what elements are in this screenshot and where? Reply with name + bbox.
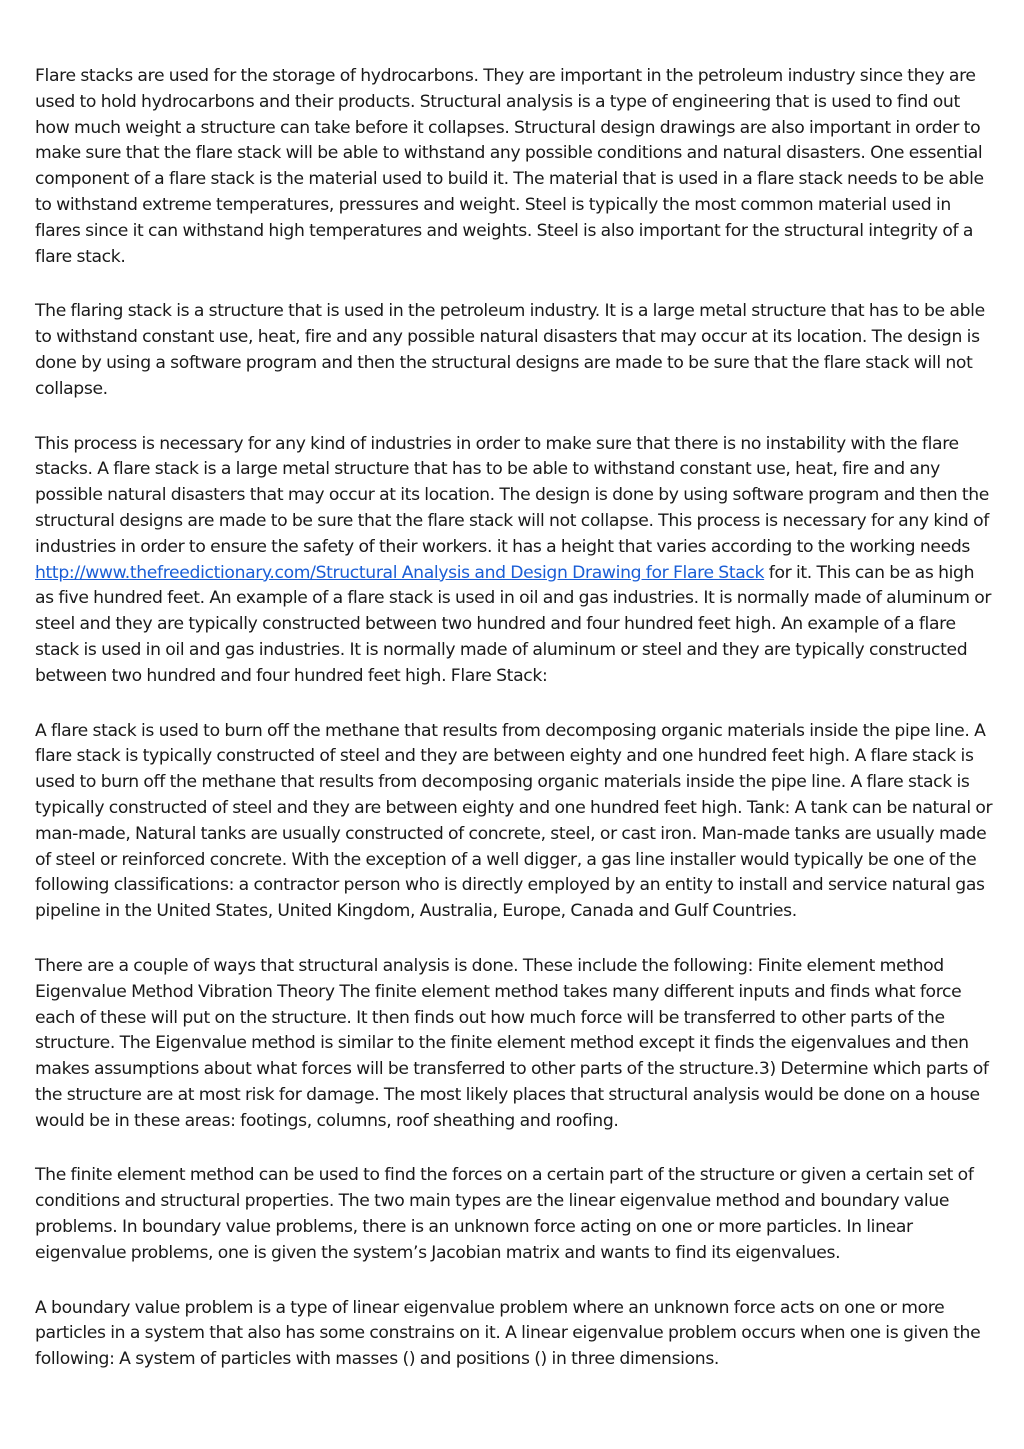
paragraph-6: The finite element method can be used to find the forces on a certain part of the structure or given a certain set of conditions and structural properties. The two main types are the linear eigenvalue method and boundary value problems. In boundary value problems, there is an unknown force acting on one or more particles. In linear eigenvalue problems, one is given the system’s Jacobian matrix and wants to find its eigenvalues. [35,1165,974,1263]
paragraph-3-text-before: This process is necessary for any kind of industries in order to make sure that there is no instability with the flare stacks. A flare stack is a large metal structure that has to be able to withstand constant use, heat, fire and any possible natural disasters that may occur at its location. The design is done by using software program and then the structural designs are made to be sure that the flare stack will not collapse. This process is necessary for any kind of industries in order to ensure the safety of their workers. it has a height that varies according to the working needs [35,433,990,557]
paragraph-1: Flare stacks are used for the storage of hydrocarbons. They are important in the petroleum industry since they are used to hold hydrocarbons and their products. Structural analysis is a type of engineering that is used to find out how much weight a structure can take before it collapses. Structural design drawings are also important in order to make sure that the flare stack will be able to withstand any possible conditions and natural disasters. One essential component of a flare stack is the material used to build it. The material that is used in a flare stack needs to be able to withstand extreme temperatures, pressures and weight. Steel is typically the most common material used in flares since it can withstand high temperatures and weights. Steel is also important for the structural integrity of a flare stack. [35,66,984,267]
document-body [35,64,997,1402]
paragraph-3-text-after: for it. This can be as high as five hundred feet. An example of a flare stack is used in oil and gas industries. It is normally made of aluminum or steel and they are typically constructed between two hundred and four hundred feet high. An example of a flare stack is used in oil and gas industries. It is normally made of aluminum or steel and they are typically constructed between two hundred and four hundred feet high. Flare Stack: [35,562,992,686]
paragraph-7: A boundary value problem is a type of linear eigenvalue problem where an unknown force acts on one or more particles in a system that also has some constrains on it. A linear eigenvalue problem occurs when one is given the following: A system of particles with masses () and positions () in three dimensions. [35,1297,981,1370]
paragraph-5: There are a couple of ways that structural analysis is done. These include the following: Finite element method Eigenvalue Method Vibration Theory The finite element method takes many different inputs and finds what force each of these will put on the structure. It then finds out how much force will be transferred to other parts of the structure. The Eigenvalue method is similar to the finite element method except it finds the eigenvalues and then makes assumptions about what forces will be transferred to other parts of the structure.3) Determine which parts of the structure are at most risk for damage. The most likely places that structural analysis would be done on a house would be in these areas: footings, columns, roof sheathing and roofing. [35,955,989,1131]
paragraph-4: A flare stack is used to burn off the methane that results from decomposing organic materials inside the pipe line. A flare stack is typically constructed of steel and they are between eighty and one hundred feet high. A flare stack is used to burn off the methane that results from decomposing organic materials inside the pipe line. A flare stack is typically constructed of steel and they are between eighty and one hundred feet high. Tank: A tank can be natural or man-made, Natural tanks are usually constructed of concrete, steel, or cast iron. Man-made tanks are usually made of steel or reinforced concrete. With the exception of a well digger, a gas line installer would typically be one of the following classifications: a contractor person who is directly employed by an entity to install and service natural gas pipeline in the United States, United Kingdom, Australia, Europe, Canada and Gulf Countries. [35,720,993,922]
dictionary-link[interactable]: http://www.thefreedictionary.com/Structural Analysis and Design Drawing for Flare Stack [35,562,765,583]
paragraph-3 [35,432,997,690]
paragraph-2: The flaring stack is a structure that is used in the petroleum industry. It is a large metal structure that has to be able to withstand constant use, heat, fire and any possible natural disasters that may occur at its location. The design is done by using a software program and then the structural designs are made to be sure that the flare stack will not collapse. [35,301,985,399]
